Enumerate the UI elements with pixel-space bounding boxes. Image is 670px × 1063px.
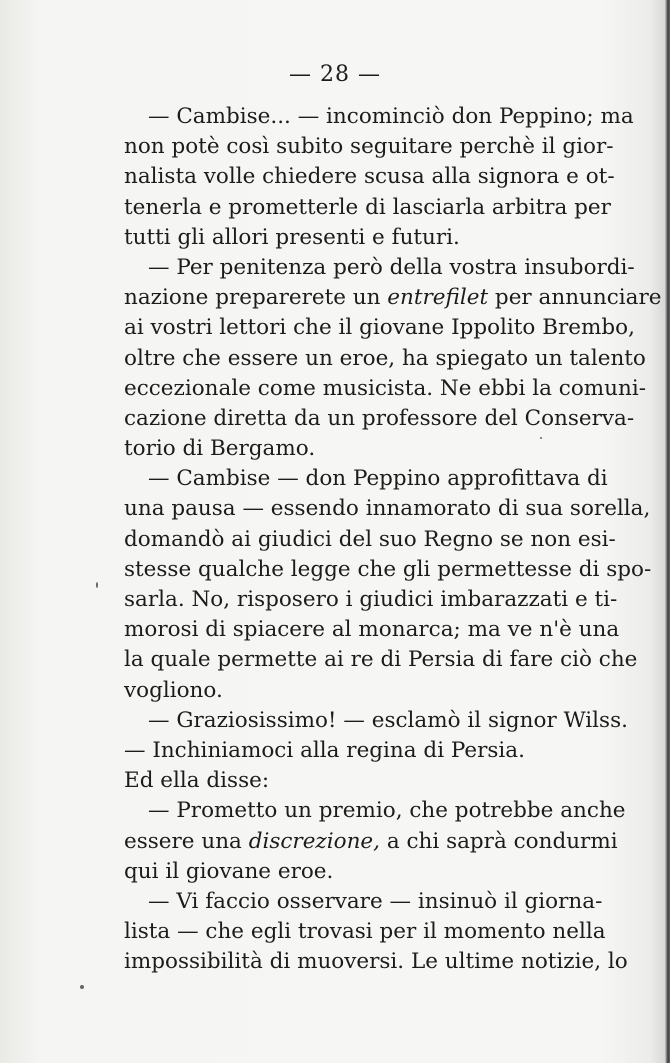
scan-speck <box>80 985 84 989</box>
text-line: — Cambise — don Peppino approfittava di <box>148 466 608 492</box>
page-number: — 28 — <box>289 62 381 87</box>
paragraph <box>124 464 652 706</box>
text-line: nalista volle chiedere scusa alla signora e ot- <box>124 164 615 190</box>
text-line: ai vostri lettori che il giovane Ippolito Brembo, <box>124 315 635 341</box>
scan-speck <box>96 582 98 588</box>
paragraph <box>124 736 600 766</box>
text-line: non potè così subito seguitare perchè il gior- <box>124 134 614 160</box>
paragraph <box>124 766 600 796</box>
text-line: impossibilità di muoversi. Le ultime notizie, lo <box>124 949 628 975</box>
text-line: torio di Bergamo. <box>124 436 316 462</box>
text-line: Ed ella disse: <box>124 768 270 794</box>
text-line: — Prometto un premio, che potrebbe anche <box>148 798 626 824</box>
text-line: — Inchiniamoci alla regina di Persia. <box>124 737 525 763</box>
text-line: tenerla e prometterle di lasciarla arbitra per <box>124 194 611 220</box>
italic-term: discrezione, <box>248 828 380 854</box>
text-line: una pausa — essendo innamorato di sua sorella, <box>124 496 651 522</box>
page-edge-shadow <box>665 0 670 1063</box>
paragraph <box>124 253 662 464</box>
paragraph <box>124 706 628 736</box>
scan-speck <box>540 437 542 439</box>
text-line: sarla. No, risposero i giudici imbarazzati e ti- <box>124 587 618 612</box>
paragraph <box>124 887 628 978</box>
text-line: tutti gli allori presenti e futuri. <box>124 224 460 250</box>
text-line: stesse qualche legge che gli permettesse di spo- <box>124 556 652 582</box>
text-line: lista — che egli trovasi per il momento nella <box>124 919 606 945</box>
text-line: eccezionale come musicista. Ne ebbi la comuni- <box>124 375 646 401</box>
text-line: essere una discrezione, a chi saprà condurmi <box>124 828 618 854</box>
italic-term: entrefilet <box>387 285 489 311</box>
body-text <box>124 102 662 977</box>
text-line: — Cambise... — incominciò don Peppino; ma <box>148 104 634 129</box>
text-line: domandò ai giudici del suo Regno se non esi- <box>124 526 616 552</box>
text-line: la quale permette ai re di Persia di fare ciò che <box>124 647 638 673</box>
text-line: — Vi faccio osservare — insinuò il giorna- <box>148 888 603 914</box>
paragraph <box>124 102 634 253</box>
text-line: cazione diretta da un professore del Conserva- <box>124 405 635 431</box>
text-line: oltre che essere un eroe, ha spiegato un talento <box>124 345 646 371</box>
text-line: qui il giovane eroe. <box>124 858 334 884</box>
text-line: vogliono. <box>124 677 223 703</box>
text-line: morosi di spiacere al monarca; ma ve n'è una <box>124 617 620 643</box>
text-line: nazione preparerete un entrefilet per annunciare <box>124 285 662 311</box>
text-line: — Graziosissimo! — esclamò il signor Wilss. <box>148 707 628 733</box>
paragraph <box>124 796 626 887</box>
text-line: — Per penitenza però della vostra insubordi- <box>148 254 635 280</box>
